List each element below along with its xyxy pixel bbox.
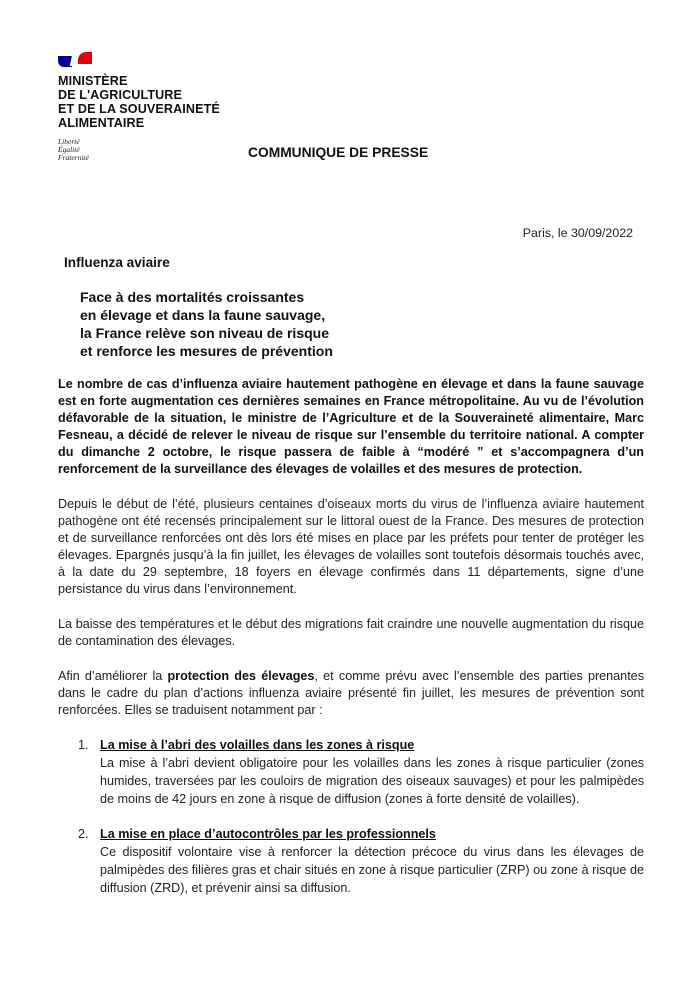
body-content	[58, 376, 644, 915]
lead-paragraph: Le nombre de cas d’influenza aviaire hautement pathogène en élevage et dans la faune sauvage est en forte augmentation ces dernières semaines en France métropolitaine. Au vu de l’évolution défavorable de la situation, le ministre de l’Agriculture et de la Souveraineté alimentaire, Marc Fesneau, a décidé de relever le niveau de risque sur l’ensemble du territoire national. A compter du dimanche 2 octobre, le risque passera de faible à “modéré ” et s’accompagnera d’un renforcement de la surveillance des élevages de volailles et des mesures de protection.	[58, 377, 644, 476]
headline-line: Face à des mortalités croissantes	[80, 289, 305, 305]
ministry-name	[58, 74, 258, 130]
list-item-number: 2.	[78, 827, 89, 841]
subject-heading: Influenza aviaire	[64, 255, 170, 270]
list-item-text: Ce dispositif volontaire vise à renforcer la détection précoce du virus dans les élevages de palmipèdes des filières gras et chair situés en zone à risque particulier (ZRP) ou zone à risque de diffusion (ZRD), et prévenir ainsi sa diffusion.	[100, 845, 644, 895]
republic-motto	[58, 138, 258, 162]
motto-line: Liberté	[58, 137, 80, 146]
ministry-logo	[58, 52, 258, 162]
list-item-number: 1.	[78, 738, 89, 752]
measures-list	[58, 737, 644, 897]
press-release-title: COMMUNIQUE DE PRESSE	[248, 145, 429, 160]
headline-line: en élevage et dans la faune sauvage,	[80, 307, 326, 323]
ministry-line: DE L'AGRICULTURE	[58, 88, 182, 102]
ministry-line: ET DE LA SOUVERAINETÉ	[58, 102, 220, 116]
list-item	[58, 737, 644, 808]
ministry-line: ALIMENTAIRE	[58, 116, 145, 130]
release-date: Paris, le 30/09/2022	[522, 226, 633, 240]
list-item-text: La mise à l’abri devient obligatoire pour les volailles dans les zones à risque particulier (zones humides, traversées par les couloirs de migration des oiseaux sauvages) et pour les palmipèdes de moins de 42 jours en zone à risque de diffusion (zones à forte densité de volailles).	[100, 756, 644, 806]
paragraph-situation: Depuis le début de l’été, plusieurs centaines d’oiseaux morts du virus de l’influenza aviaire hautement pathogène ont été recensés principalement sur le littoral ouest de la France. Des mesures de protection et de surveillance renforcées ont dès lors été mises en place par les préfets pour tenter de protéger les élevages. Epargnés jusqu’à la fin juillet, les élevages de volailles sont toutefois désormais touchés avec, à la date du 29 septembre, 18 foyers en élevage confirmés dans 11 départements, signe d’une persistance du virus dans l’environnement.	[58, 497, 644, 596]
list-item-title: La mise à l’abri des volailles dans les zones à risque	[100, 738, 415, 752]
intro-text-before: Afin d’améliorer la	[58, 669, 168, 683]
motto-line: Égalité	[58, 145, 80, 154]
marianne-flag-icon	[58, 52, 94, 68]
list-item	[58, 826, 644, 897]
headline	[80, 288, 333, 360]
intro-bold-text: protection des élevages	[167, 669, 315, 683]
ministry-line: MINISTÈRE	[58, 74, 128, 88]
motto-line: Fraternité	[58, 153, 89, 162]
paragraph-measures-intro	[58, 668, 644, 719]
intro-text-after: , et comme prévu avec l’ensemble des parties prenantes dans le cadre du plan d’actions influenza aviaire présenté fin juillet, les mesures de prévention sont renforcées. Elles se traduisent notamment par :	[58, 669, 644, 717]
headline-line: la France relève son niveau de risque	[80, 325, 329, 341]
paragraph-temperatures: La baisse des températures et le début des migrations fait craindre une nouvelle augmentation du risque de contamination des élevages.	[58, 617, 644, 648]
headline-line: et renforce les mesures de prévention	[80, 343, 333, 359]
list-item-title: La mise en place d’autocontrôles par les professionnels	[100, 827, 436, 841]
